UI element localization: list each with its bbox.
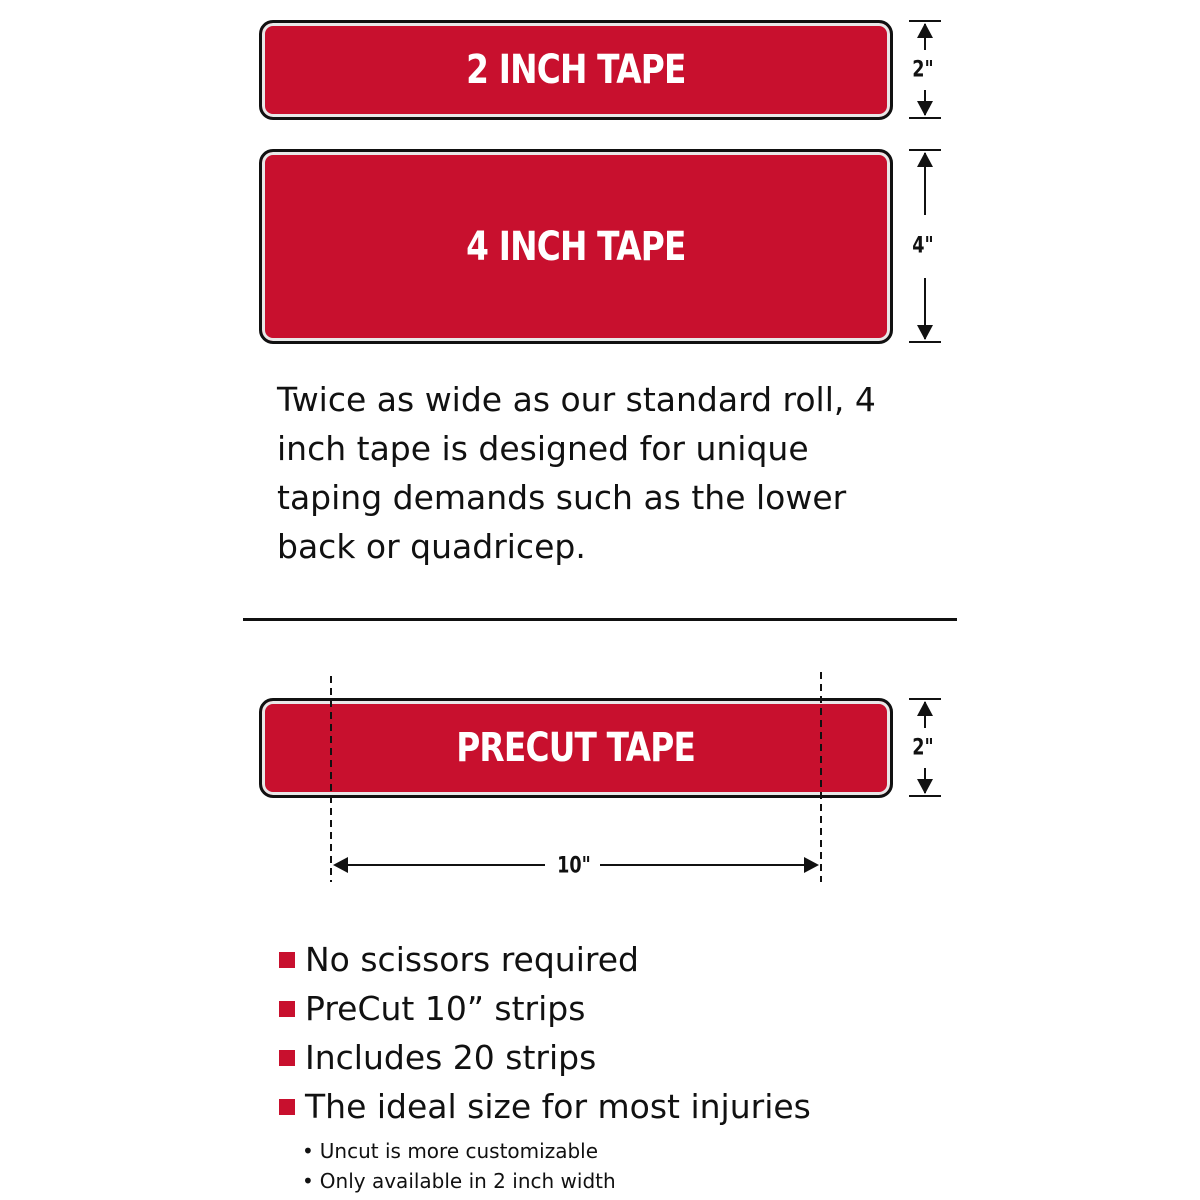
feature-item xyxy=(279,1033,811,1082)
section-divider xyxy=(243,618,957,621)
dot-bullet-icon: • xyxy=(302,1169,314,1193)
feature-text: Includes 20 strips xyxy=(305,1038,597,1077)
precut-arrow-down xyxy=(917,779,933,794)
feature-item xyxy=(279,935,811,984)
note-text: Only available in 2 inch width xyxy=(319,1169,616,1193)
two-inch-tape-label: 2 INCH TAPE xyxy=(466,47,686,93)
red-square-bullet-icon xyxy=(279,1099,295,1115)
note-item xyxy=(302,1166,616,1196)
feature-text: No scissors required xyxy=(305,940,639,979)
feature-item xyxy=(279,1082,811,1131)
two-inch-arrow-down xyxy=(917,101,933,116)
feature-text: PreCut 10” strips xyxy=(305,989,586,1028)
precut-arrow-up xyxy=(917,701,933,716)
note-item xyxy=(302,1136,616,1166)
note-text: Uncut is more customizable xyxy=(319,1139,598,1163)
length-arrow-right xyxy=(804,857,819,873)
two-inch-height-label: 2" xyxy=(912,57,934,83)
dot-bullet-icon: • xyxy=(302,1139,314,1163)
precut-tape-label: PRECUT TAPE xyxy=(456,725,696,771)
red-square-bullet-icon xyxy=(279,1050,295,1066)
feature-text: The ideal size for most injuries xyxy=(305,1087,811,1126)
four-inch-arrow-up xyxy=(917,152,933,167)
four-inch-tape-label: 4 INCH TAPE xyxy=(466,223,686,270)
four-inch-height-label: 4" xyxy=(912,233,934,259)
red-square-bullet-icon xyxy=(279,952,295,968)
feature-list xyxy=(279,935,811,1131)
precut-length-label: 10" xyxy=(557,853,591,879)
length-arrow-left xyxy=(333,857,348,873)
four-inch-description: Twice as wide as our standard roll, 4 inch tape is designed for unique taping demands such as the lower back or quadricep. xyxy=(277,380,876,566)
feature-item xyxy=(279,984,811,1033)
precut-height-label: 2" xyxy=(912,735,934,761)
note-list xyxy=(302,1136,616,1196)
two-inch-arrow-up xyxy=(917,23,933,38)
four-inch-arrow-down xyxy=(917,325,933,340)
red-square-bullet-icon xyxy=(279,1001,295,1017)
